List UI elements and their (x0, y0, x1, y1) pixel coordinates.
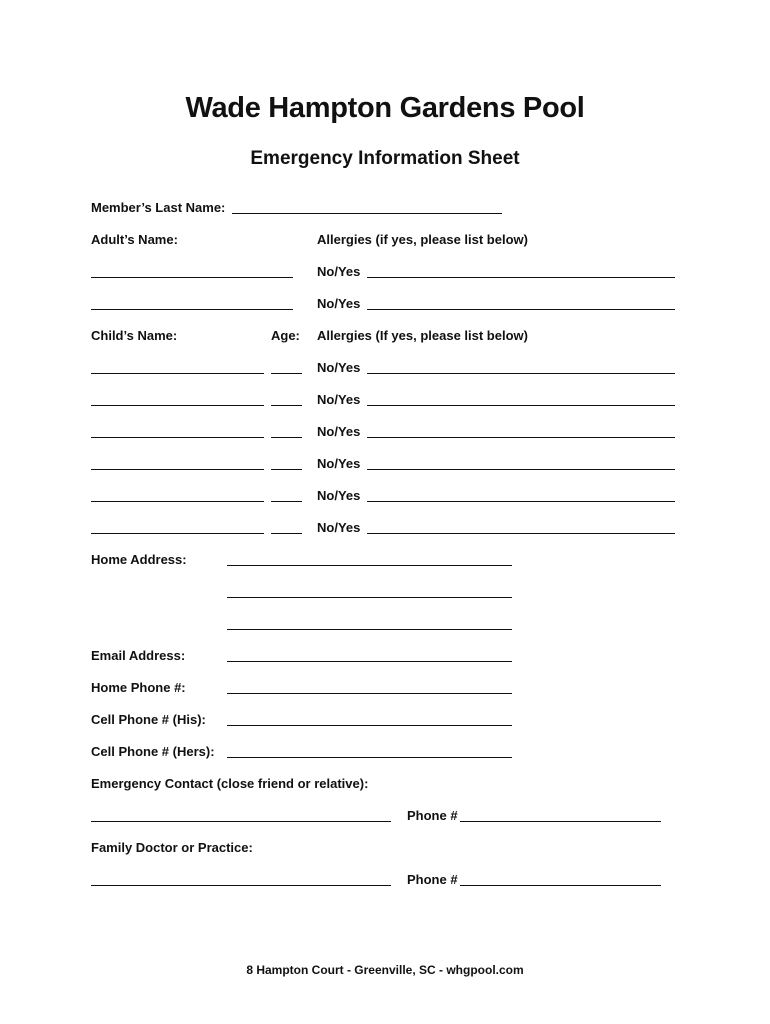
adult-no-yes-label-2: No/Yes (317, 296, 361, 311)
emergency-phone-field[interactable] (460, 821, 661, 822)
member-last-name-label: Member’s Last Name: (91, 200, 226, 215)
family-doctor-field[interactable] (91, 885, 391, 886)
child-no-yes-label-4: No/Yes (317, 456, 361, 471)
child-allergies-label: Allergies (If yes, please list below) (317, 328, 528, 343)
doctor-phone-field[interactable] (460, 885, 661, 886)
child-age-field-4[interactable] (271, 469, 302, 470)
footer-address: 8 Hampton Court - Greenville, SC - whgpool.com (246, 963, 524, 977)
child-no-yes-label-2: No/Yes (317, 392, 361, 407)
adult-name-field-1[interactable] (91, 277, 293, 278)
child-name-field-6[interactable] (91, 533, 264, 534)
child-name-field-3[interactable] (91, 437, 264, 438)
child-name-field-2[interactable] (91, 405, 264, 406)
child-allergies-field-2[interactable] (367, 405, 675, 406)
child-age-field-2[interactable] (271, 405, 302, 406)
doctor-phone-label: Phone # (407, 872, 458, 887)
child-age-field-1[interactable] (271, 373, 302, 374)
child-name-field-5[interactable] (91, 501, 264, 502)
home-address-field-2[interactable] (227, 597, 512, 598)
family-doctor-label: Family Doctor or Practice: (91, 840, 253, 855)
adult-no-yes-label-1: No/Yes (317, 264, 361, 279)
member-last-name-field[interactable] (232, 213, 502, 214)
child-allergies-field-5[interactable] (367, 501, 675, 502)
adult-allergies-field-2[interactable] (367, 309, 675, 310)
cell-phone-his-label: Cell Phone # (His): (91, 712, 206, 727)
childs-name-label: Child’s Name: (91, 328, 178, 343)
adult-name-field-2[interactable] (91, 309, 293, 310)
child-allergies-field-6[interactable] (367, 533, 675, 534)
child-allergies-field-3[interactable] (367, 437, 675, 438)
child-age-field-5[interactable] (271, 501, 302, 502)
email-address-field[interactable] (227, 661, 512, 662)
cell-phone-his-field[interactable] (227, 725, 512, 726)
child-age-field-3[interactable] (271, 437, 302, 438)
adults-name-label: Adult’s Name: (91, 232, 178, 247)
home-address-field-1[interactable] (227, 565, 512, 566)
cell-phone-hers-field[interactable] (227, 757, 512, 758)
child-no-yes-label-3: No/Yes (317, 424, 361, 439)
adult-allergies-field-1[interactable] (367, 277, 675, 278)
email-address-label: Email Address: (91, 648, 186, 663)
child-allergies-field-4[interactable] (367, 469, 675, 470)
home-address-label: Home Address: (91, 552, 187, 567)
emergency-phone-label: Phone # (407, 808, 458, 823)
emergency-contact-field[interactable] (91, 821, 391, 822)
cell-phone-hers-label: Cell Phone # (Hers): (91, 744, 215, 759)
page-title: Wade Hampton Gardens Pool (185, 92, 585, 124)
child-name-field-1[interactable] (91, 373, 264, 374)
child-no-yes-label-1: No/Yes (317, 360, 361, 375)
page-subtitle: Emergency Information Sheet (250, 148, 520, 169)
age-label: Age: (271, 328, 300, 343)
child-allergies-field-1[interactable] (367, 373, 675, 374)
child-age-field-6[interactable] (271, 533, 302, 534)
home-address-field-3[interactable] (227, 629, 512, 630)
child-no-yes-label-6: No/Yes (317, 520, 361, 535)
child-name-field-4[interactable] (91, 469, 264, 470)
emergency-contact-label: Emergency Contact (close friend or relative): (91, 776, 369, 791)
home-phone-field[interactable] (227, 693, 512, 694)
home-phone-label: Home Phone #: (91, 680, 186, 695)
adult-allergies-label: Allergies (if yes, please list below) (317, 232, 528, 247)
child-no-yes-label-5: No/Yes (317, 488, 361, 503)
